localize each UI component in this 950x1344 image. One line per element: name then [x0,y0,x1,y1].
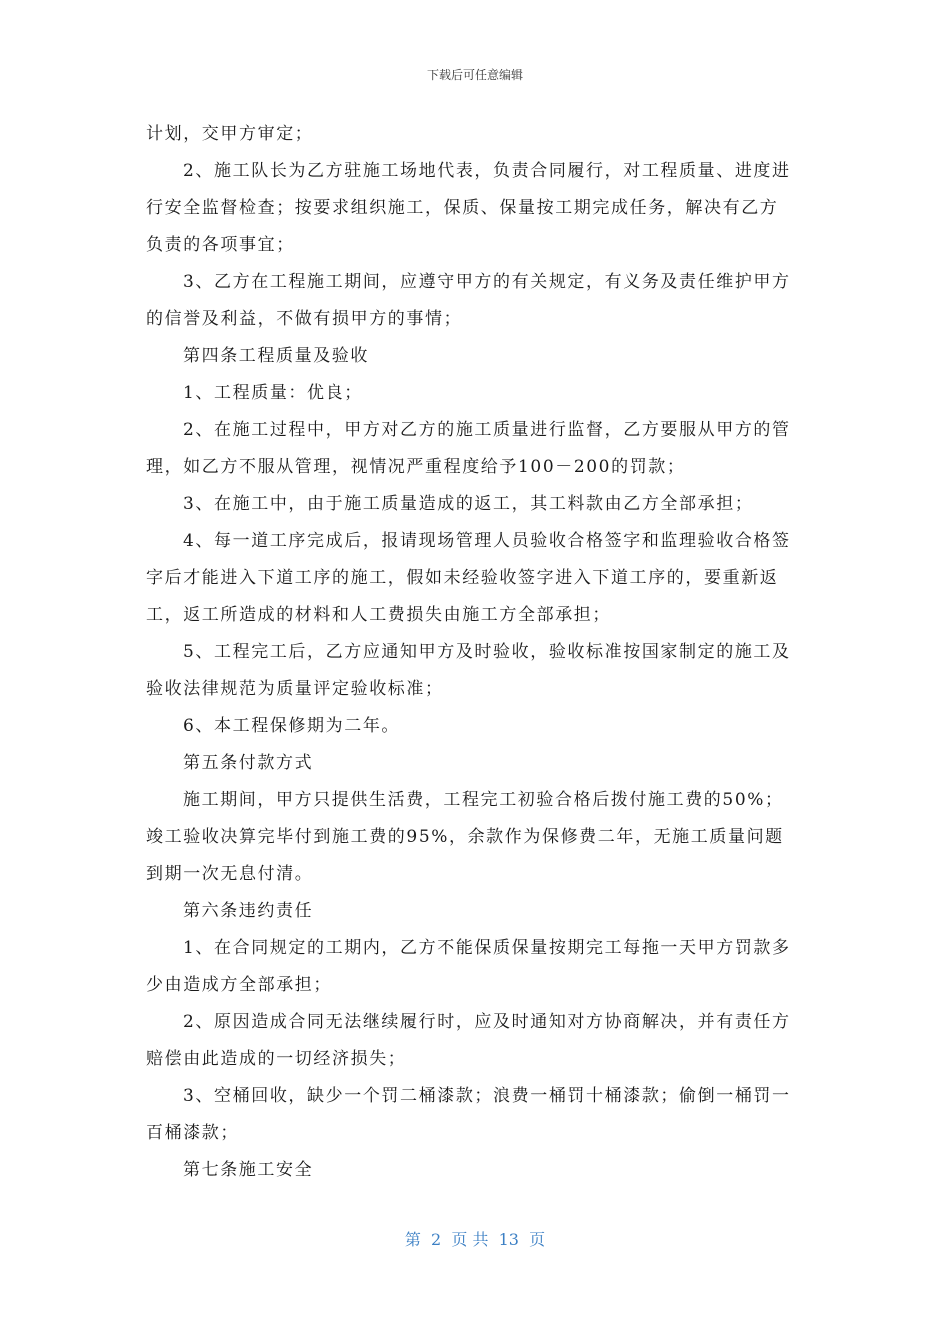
paragraph-line: 工，返工所造成的材料和人工费损失由施工方全部承担； [146,605,611,625]
paragraph-line: 少由造成方全部承担； [146,975,332,995]
paragraph-line: 第四条工程质量及验收 [183,346,369,366]
paragraph-line: 赔偿由此造成的一切经济损失； [146,1049,407,1069]
paragraph-line: 施工期间，甲方只提供生活费，工程完工初验合格后拨付施工费的50%； [183,790,784,810]
paragraph-line: 第五条付款方式 [183,753,314,773]
paragraph-line: 第七条施工安全 [183,1160,314,1180]
paragraph-line: 验收法律规范为质量评定验收标准； [146,679,444,699]
paragraph-line: 计划，交甲方审定； [146,124,314,144]
paragraph-line: 3、乙方在工程施工期间，应遵守甲方的有关规定，有义务及责任维护甲方 [183,272,791,292]
header-note: 下载后可任意编辑 [426,68,523,82]
paragraph-line: 1、工程质量：优良； [183,383,363,403]
paragraph-line: 负责的各项事宜； [146,235,295,255]
paragraph-line: 行安全监督检查；按要求组织施工，保质、保量按工期完成任务，解决有乙方 [146,198,779,218]
paragraph-line: 4、每一道工序完成后，报请现场管理人员验收合格签字和监理验收合格签 [183,531,791,551]
paragraph-line: 1、在合同规定的工期内，乙方不能保质保量按期完工每拖一天甲方罚款多 [183,938,791,958]
paragraph-line: 字后才能进入下道工序的施工，假如未经验收签字进入下道工序的，要重新返 [146,568,779,588]
document-body [146,116,806,1189]
paragraph-line: 的信誉及利益，不做有损甲方的事情； [146,309,463,329]
paragraph-line: 2、在施工过程中，甲方对乙方的施工质量进行监督，乙方要服从甲方的管 [183,420,791,440]
paragraph-line: 2、施工队长为乙方驻施工场地代表，负责合同履行，对工程质量、进度进 [183,161,791,181]
paragraph-line: 6、本工程保修期为二年。 [183,716,401,736]
paragraph-line: 5、工程完工后，乙方应通知甲方及时验收，验收标准按国家制定的施工及 [183,642,791,662]
paragraph-line: 2、原因造成合同无法继续履行时，应及时通知对方协商解决，并有责任方 [183,1012,791,1032]
paragraph-line: 百桶漆款； [146,1123,239,1143]
paragraph-line: 3、空桶回收，缺少一个罚二桶漆款；浪费一桶罚十桶漆款；偷倒一桶罚一 [183,1086,791,1106]
page-footer: 第 2 页 共 13 页 [404,1230,546,1249]
paragraph-line: 第六条违约责任 [183,901,314,921]
paragraph-line: 3、在施工中，由于施工质量造成的返工，其工料款由乙方全部承担； [183,494,754,514]
paragraph-line: 到期一次无息付清。 [146,864,314,884]
paragraph-line: 理，如乙方不服从管理，视情况严重程度给予100－200的罚款； [146,457,686,477]
paragraph-line: 竣工验收决算完毕付到施工费的95%，余款作为保修费二年，无施工质量问题 [146,827,784,847]
